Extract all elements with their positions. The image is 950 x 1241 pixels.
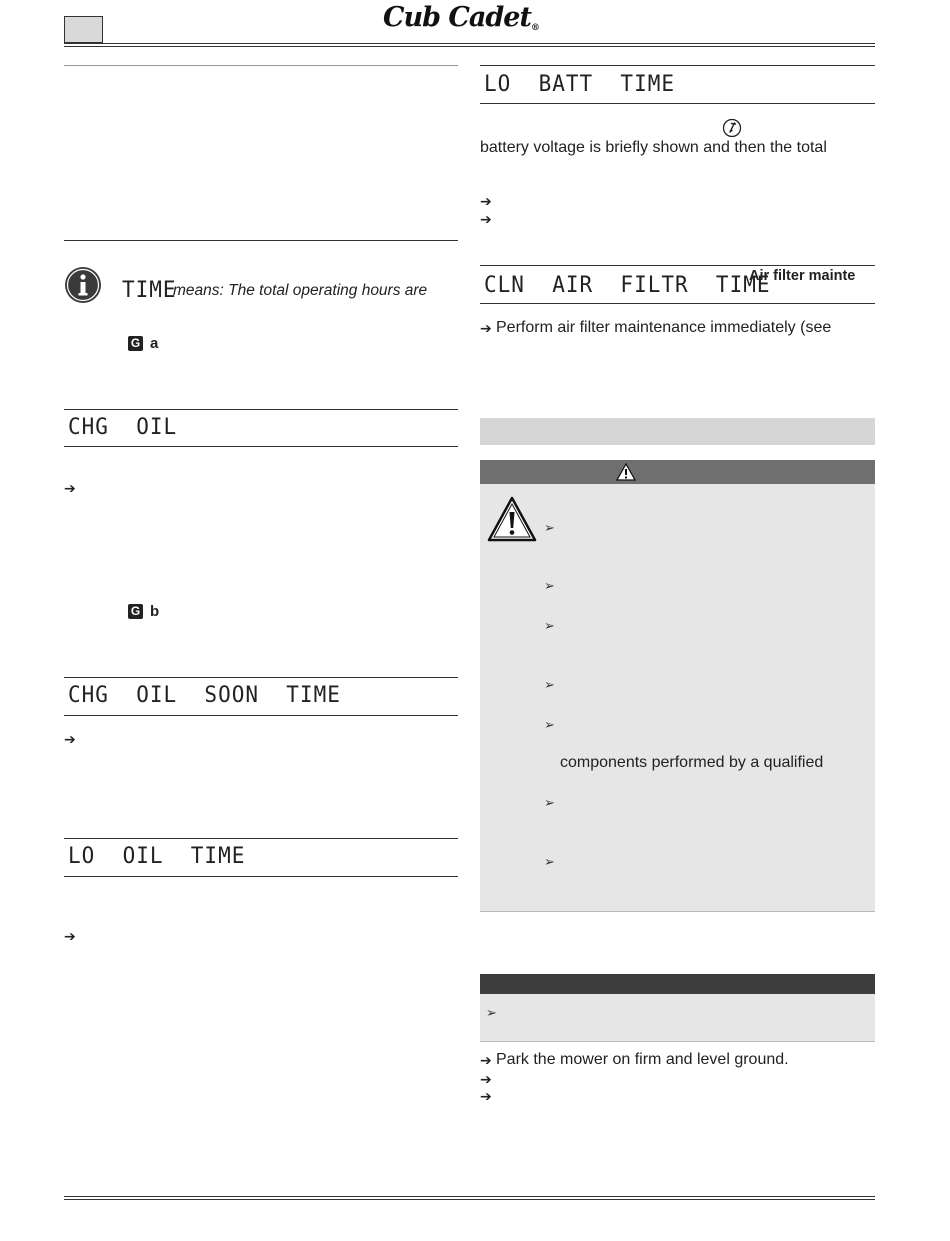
info-lcd-time: TIME [122, 277, 177, 303]
warning-triangle-icon [487, 495, 537, 543]
bullet-arrowhead-icon: ➢ [544, 717, 555, 732]
bullet-arrowhead-icon: ➢ [544, 795, 555, 810]
arrow-icon: ➔ [64, 731, 76, 747]
notice-box [480, 974, 875, 1042]
arrow-icon: ➔ [64, 928, 76, 944]
ignition-key-icon [722, 118, 742, 138]
chg-oil-soon-rule-top [64, 677, 458, 678]
lo-oil-rule-top [64, 838, 458, 839]
arrow-icon: ➔ [480, 211, 492, 227]
brand-logo [383, 2, 539, 33]
left-section-bottom-rule [64, 240, 458, 241]
chg-oil-soon-rule-bottom [64, 715, 458, 716]
chg-oil-lcd: CHG OIL [68, 414, 178, 440]
figure-badge-b: G [128, 604, 143, 619]
chg-oil-soon-lcd: CHG OIL SOON TIME [68, 682, 341, 708]
arrow-icon: ➔ [480, 1088, 492, 1104]
figure-badge-a: G [128, 336, 143, 351]
lo-oil-rule-bottom [64, 876, 458, 877]
footer-rule-bottom [64, 1199, 875, 1200]
figure-letter-b: b [150, 603, 160, 620]
section-heading-bar [480, 418, 875, 445]
bullet-arrowhead-icon: ➢ [544, 677, 555, 692]
bullet-arrowhead-icon: ➢ [486, 1005, 497, 1020]
header-rule-bottom [64, 46, 875, 47]
trademark: ® [530, 23, 539, 33]
lo-oil-lcd: LO OIL TIME [68, 843, 246, 869]
warning-small-triangle-icon [616, 463, 636, 481]
notice-header-bar [480, 974, 875, 994]
lo-batt-text: battery voltage is briefly shown and then the total [480, 139, 827, 156]
bullet-arrowhead-icon: ➢ [544, 578, 555, 593]
arrow-icon: ➔ [64, 480, 76, 496]
bullet-arrowhead-icon: ➢ [544, 618, 555, 633]
cln-air-rule-top [480, 265, 875, 266]
arrow-icon: ➔ [480, 320, 492, 336]
header-rule-top [64, 43, 875, 44]
warning-partial-text: components performed by a qualified [560, 754, 824, 771]
cln-air-step: Perform air filter maintenance immediately (see [496, 319, 832, 336]
arrow-icon: ➔ [480, 193, 492, 209]
left-section-top-rule [64, 65, 458, 66]
lo-batt-lcd: LO BATT TIME [484, 71, 676, 97]
cln-air-lcd: CLN AIR FILTR TIME [484, 272, 771, 298]
chg-oil-rule-bottom [64, 446, 458, 447]
warning-box [480, 460, 875, 912]
arrow-icon: ➔ [480, 1071, 492, 1087]
chg-oil-rule-top [64, 409, 458, 410]
lo-batt-rule-top [480, 65, 875, 66]
page-number-box [64, 16, 103, 43]
cln-air-rule-bottom [480, 303, 875, 304]
info-note-text: means: The total operating hours are [173, 282, 428, 299]
cln-air-side-label: Air filter mainte [749, 268, 856, 284]
info-icon [64, 266, 102, 304]
footer-rule-top [64, 1196, 875, 1197]
arrow-icon: ➔ [480, 1052, 492, 1068]
bullet-arrowhead-icon: ➢ [544, 520, 555, 535]
bullet-arrowhead-icon: ➢ [544, 854, 555, 869]
warning-header-bar [480, 460, 875, 484]
brand-name: Cub Cadet [383, 2, 531, 33]
lo-batt-rule-bottom [480, 103, 875, 104]
figure-letter-a: a [150, 335, 159, 352]
step-park: Park the mower on firm and level ground. [496, 1051, 789, 1068]
